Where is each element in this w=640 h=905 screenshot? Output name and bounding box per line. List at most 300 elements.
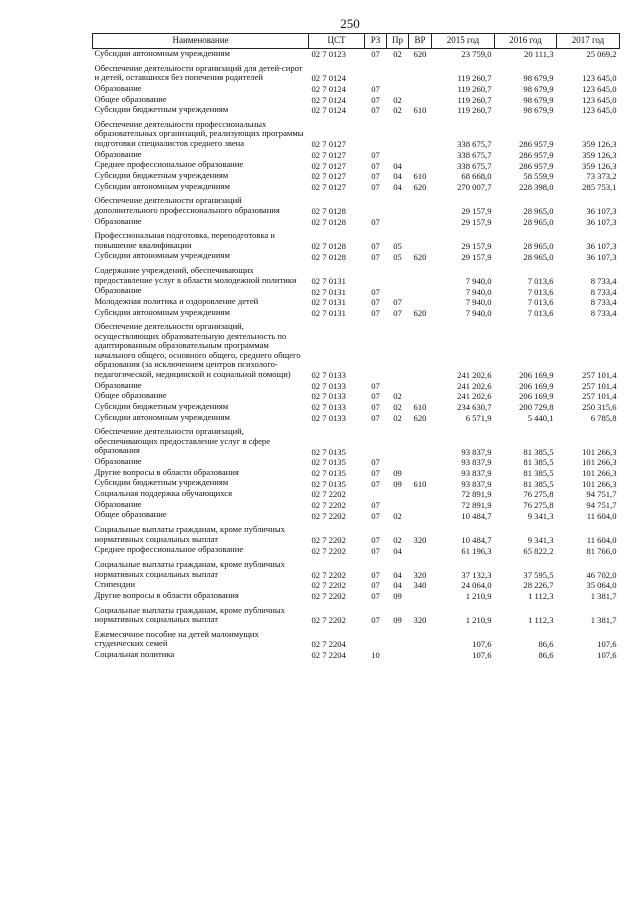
row-pr (387, 318, 409, 380)
row-name: Субсидии автономным учреждениям (94, 48, 230, 58)
row-2015: 338 675,7 (457, 139, 492, 150)
row-rz (365, 60, 387, 84)
row-pr: 05 (393, 251, 402, 262)
table-row (93, 500, 620, 511)
row-cst: 02 7 0128 (311, 206, 346, 217)
row-name: Социальная поддержка обучающихся (94, 488, 233, 499)
row-rz: 10 (371, 650, 380, 661)
row-2015: 93 837,9 (461, 446, 492, 457)
row-vr (409, 626, 432, 650)
row-cst: 02 7 2202 (311, 534, 346, 545)
row-2017: 123 645,0 (582, 73, 617, 84)
row-2017: 94 751,7 (586, 499, 617, 510)
row-cst: 02 7 2202 (311, 545, 346, 556)
row-rz: 07 (371, 307, 380, 318)
row-rz: 07 (371, 84, 380, 95)
row-2017: 36 107,3 (586, 251, 617, 262)
row-cst: 02 7 0124 (311, 73, 346, 84)
row-pr (387, 500, 409, 511)
header-2017: 2017 год (557, 34, 620, 49)
row-cst: 02 7 0124 (311, 84, 346, 95)
row-pr: 09 (393, 615, 402, 626)
row-name: Среднее профессиональное образование (94, 159, 244, 170)
row-cst: 02 7 0131 (311, 307, 346, 318)
row-2017: 101 266,3 (582, 478, 617, 489)
row-2016: 228 398,0 (519, 181, 554, 192)
row-2015: 1 210,9 (465, 615, 492, 626)
row-rz: 07 (371, 49, 380, 60)
row-name: Обеспечение деятельности организаций, осуществляющих образовательную деятельность по адаптированным образовательным программам начального общего, основного общего, среднего общего образования (за исключением центров психолого-педагогической, медицинской и социальной помощи) (94, 321, 301, 379)
table-row (93, 227, 620, 251)
row-vr (409, 60, 432, 84)
header-2015: 2015 год (432, 34, 495, 49)
header-pr: Пр (387, 34, 409, 49)
row-2015: 29 157,9 (461, 206, 492, 217)
row-2017: 101 266,3 (582, 446, 617, 457)
row-2016: 7 013,6 (527, 307, 554, 318)
row-vr: 620 (413, 251, 427, 262)
row-pr (387, 60, 409, 84)
row-name: Субсидии автономным учреждениям (94, 180, 230, 191)
header-2016: 2016 год (495, 34, 557, 49)
row-vr: 620 (413, 412, 427, 423)
row-2016: 58 559,9 (523, 171, 554, 182)
header-name: Наименование (93, 34, 309, 49)
row-name: Другие вопросы в области образования (94, 589, 239, 600)
row-pr (387, 116, 409, 150)
row-cst: 02 7 0135 (311, 446, 346, 457)
row-cst: 02 7 0133 (311, 412, 346, 423)
row-2016: 5 440,1 (527, 412, 554, 423)
row-2015: 61 196,3 (461, 545, 492, 556)
row-vr (409, 468, 432, 479)
row-pr: 04 (393, 580, 402, 591)
row-pr (387, 381, 409, 392)
row-2016: 206 169,9 (519, 391, 554, 402)
row-2015: 93 837,9 (461, 467, 492, 478)
row-2015: 270 007,7 (457, 181, 492, 192)
row-vr (409, 297, 432, 308)
row-vr (409, 423, 432, 457)
row-name: Общее образование (94, 93, 167, 104)
row-2016: 86,6 (538, 639, 554, 650)
table-row (93, 423, 620, 457)
row-pr: 02 (393, 412, 402, 423)
row-2016: 7 013,6 (527, 275, 554, 286)
row-2016: 28 965,0 (523, 240, 554, 251)
table-row (93, 650, 620, 661)
row-name: Образование (94, 285, 142, 296)
row-2016: 286 957,9 (519, 149, 554, 160)
row-2016: 9 341,3 (527, 534, 554, 545)
row-2016: 7 013,6 (527, 297, 554, 308)
row-2015: 68 668,0 (461, 171, 492, 182)
row-2016: 28 965,0 (523, 251, 554, 262)
row-2017: 107,6 (597, 639, 617, 650)
row-name: Образование (94, 498, 142, 509)
row-2015: 29 157,9 (461, 251, 492, 262)
row-cst: 02 7 0133 (311, 402, 346, 413)
row-rz: 07 (371, 478, 380, 489)
row-rz: 07 (371, 402, 380, 413)
row-vr: 610 (413, 402, 427, 413)
row-rz: 07 (371, 412, 380, 423)
row-rz: 07 (371, 591, 380, 602)
row-pr (387, 457, 409, 468)
row-name: Образование (94, 379, 142, 390)
row-2017: 250 315,6 (582, 402, 617, 413)
row-2017: 101 266,3 (582, 457, 617, 468)
row-2017: 123 645,0 (582, 84, 617, 95)
row-rz: 07 (371, 510, 380, 521)
row-cst: 02 7 0133 (311, 391, 346, 402)
table-row (93, 489, 620, 500)
row-rz (365, 489, 387, 500)
page-number: 250 (340, 16, 360, 31)
row-2017: 8 733,4 (590, 307, 617, 318)
row-name: Молодежная политика и оздоровление детей (94, 296, 259, 306)
row-rz: 07 (371, 94, 380, 105)
row-name: Профессиональная подготовка, переподготовка и повышение квалификации (94, 230, 275, 250)
row-cst: 02 7 0124 (311, 105, 346, 116)
row-rz: 07 (371, 181, 380, 192)
row-name: Субсидии бюджетным учреждениям (94, 477, 229, 488)
row-2015: 10 484,7 (461, 534, 492, 545)
row-2015: 24 064,0 (461, 580, 492, 591)
row-2017: 359 126,3 (582, 149, 617, 160)
row-cst: 02 7 0127 (311, 139, 346, 150)
row-cst: 02 7 0131 (311, 297, 346, 308)
row-vr: 320 (413, 534, 427, 545)
row-pr: 09 (393, 478, 402, 489)
row-rz: 07 (371, 160, 380, 171)
row-2017: 36 107,3 (586, 240, 617, 251)
row-2017: 285 753,1 (582, 181, 617, 192)
row-vr: 610 (413, 171, 427, 182)
row-2016: 98 679,9 (523, 105, 554, 116)
row-cst: 02 7 0127 (311, 160, 346, 171)
row-name: Содержание учреждений, обеспечивающих предоставление услуг в области молодежной политики (94, 265, 297, 285)
row-pr: 05 (393, 240, 402, 251)
row-pr: 04 (393, 181, 402, 192)
row-2017: 123 645,0 (582, 105, 617, 116)
row-vr: 610 (413, 478, 427, 489)
row-rz: 07 (371, 569, 380, 580)
row-2016: 206 169,9 (519, 370, 554, 381)
row-2015: 72 891,9 (461, 489, 492, 500)
header-cst: ЦСТ (309, 34, 365, 49)
row-rz: 07 (371, 171, 380, 182)
row-rz: 07 (371, 580, 380, 591)
row-cst: 02 7 2202 (311, 499, 346, 510)
row-name: Обеспечение деятельности организаций, обеспечивающих предоставление услуг в сфере образования (94, 426, 271, 456)
table-row (93, 591, 620, 602)
row-rz: 07 (371, 380, 380, 391)
row-cst: 02 7 0135 (311, 478, 346, 489)
row-2016: 76 275,8 (523, 499, 554, 510)
row-2015: 6 571,9 (465, 412, 492, 423)
row-cst: 02 7 2202 (311, 489, 346, 500)
row-vr: 340 (413, 580, 427, 591)
row-cst: 02 7 2202 (311, 510, 346, 521)
row-vr (409, 192, 432, 216)
row-2015: 119 260,7 (457, 94, 492, 105)
row-cst: 02 7 2202 (311, 569, 346, 580)
row-2017: 1 381,7 (590, 615, 617, 626)
row-name: Социальные выплаты гражданам, кроме публичных нормативных социальных выплат (94, 524, 285, 544)
row-rz: 07 (371, 467, 380, 478)
row-vr (409, 650, 432, 661)
row-2015: 241 202,6 (457, 391, 492, 402)
row-2017: 6 785,8 (590, 412, 617, 423)
row-vr: 320 (413, 569, 427, 580)
row-rz: 07 (371, 457, 380, 468)
row-cst: 02 7 0127 (311, 171, 346, 182)
row-rz (365, 423, 387, 457)
row-pr: 04 (393, 545, 402, 556)
row-rz (365, 318, 387, 380)
row-2016: 200 729,8 (519, 402, 554, 413)
table-row (93, 521, 620, 545)
table-body (93, 49, 620, 661)
row-name: Образование (94, 148, 142, 159)
row-2017: 359 126,3 (582, 160, 617, 171)
row-name: Субсидии бюджетным учреждениям (94, 170, 229, 180)
row-pr (387, 192, 409, 216)
row-rz: 07 (371, 391, 380, 402)
row-pr: 09 (393, 591, 402, 602)
budget-table (92, 33, 620, 661)
row-2017: 46 702,0 (586, 569, 617, 580)
row-pr (387, 286, 409, 297)
row-2015: 29 157,9 (461, 216, 492, 227)
row-vr (409, 500, 432, 511)
row-vr (409, 381, 432, 392)
row-name: Обеспечение деятельности организаций для детей-сирот и детей, оставшихся без попечения родителей (94, 62, 303, 83)
row-vr (409, 286, 432, 297)
row-2016: 76 275,8 (523, 489, 554, 500)
row-2017: 81 766,0 (586, 545, 617, 556)
row-2017: 25 069,2 (586, 49, 617, 60)
row-2015: 107,6 (472, 639, 492, 650)
row-2015: 338 675,7 (457, 149, 492, 160)
row-2015: 7 940,0 (465, 307, 492, 318)
row-cst: 02 7 0131 (311, 275, 346, 286)
row-2015: 37 132,3 (461, 569, 492, 580)
row-cst: 02 7 2204 (311, 639, 346, 650)
header-rz: РЗ (365, 34, 387, 49)
row-pr: 02 (393, 402, 402, 413)
row-vr (409, 95, 432, 106)
row-vr: 620 (413, 49, 427, 60)
row-2016: 28 965,0 (523, 206, 554, 217)
row-vr (409, 510, 432, 521)
row-name: Общее образование (94, 509, 167, 520)
row-name: Общее образование (94, 390, 167, 401)
table-row (93, 318, 620, 380)
row-pr: 02 (393, 49, 402, 60)
row-rz: 07 (371, 105, 380, 116)
row-2017: 123 645,0 (582, 94, 617, 105)
table-row (93, 545, 620, 556)
row-vr: 620 (413, 181, 427, 192)
row-name: Обеспечение деятельности организаций дополнительного профессионального образования (94, 195, 280, 215)
row-vr: 620 (413, 307, 427, 318)
row-vr (409, 391, 432, 402)
row-cst: 02 7 0128 (311, 251, 346, 262)
table-row (93, 84, 620, 95)
row-2015: 7 940,0 (465, 275, 492, 286)
row-2016: 98 679,9 (523, 73, 554, 84)
row-2017: 36 107,3 (586, 216, 617, 227)
row-2015: 119 260,7 (457, 105, 492, 116)
row-2015: 1 210,9 (465, 591, 492, 602)
table-row (93, 60, 620, 84)
row-cst: 02 7 0128 (311, 216, 346, 227)
row-vr (409, 227, 432, 251)
row-2015: 241 202,6 (457, 380, 492, 391)
row-2016: 81 385,5 (523, 457, 554, 468)
row-name: Социальные выплаты гражданам, кроме публичных нормативных социальных выплат (94, 559, 285, 579)
row-vr (409, 591, 432, 602)
row-2017: 257 101,4 (582, 380, 617, 391)
row-vr (409, 545, 432, 556)
row-rz (365, 262, 387, 286)
row-name: Образование (94, 456, 142, 466)
row-2016: 81 385,5 (523, 467, 554, 478)
row-vr: 320 (413, 615, 427, 626)
row-rz (365, 116, 387, 150)
row-2015: 72 891,9 (461, 499, 492, 510)
row-rz: 07 (371, 297, 380, 308)
row-vr (409, 84, 432, 95)
row-2016: 81 385,5 (523, 446, 554, 457)
row-cst: 02 7 2202 (311, 615, 346, 626)
row-cst: 02 7 0128 (311, 240, 346, 251)
table-row (93, 626, 620, 650)
row-rz: 07 (371, 251, 380, 262)
row-pr: 04 (393, 171, 402, 182)
row-cst: 02 7 0124 (311, 94, 346, 105)
table-row (93, 182, 620, 193)
table-row (93, 116, 620, 150)
row-cst: 02 7 2202 (311, 580, 346, 591)
row-vr (409, 318, 432, 380)
row-2015: 23 759,0 (461, 49, 492, 60)
row-pr: 07 (393, 297, 402, 308)
row-cst: 02 7 0131 (311, 286, 346, 297)
table-row (93, 308, 620, 319)
table-row (93, 602, 620, 626)
row-2016: 20 111,3 (524, 49, 554, 60)
table-row (93, 262, 620, 286)
row-2017: 11 604,0 (586, 534, 617, 545)
row-2017: 107,6 (597, 650, 617, 661)
row-2017: 8 733,4 (590, 275, 617, 286)
row-name: Образование (94, 82, 142, 93)
row-2016: 28 226,7 (523, 580, 554, 591)
row-2015: 93 837,9 (461, 457, 492, 468)
row-2016: 206 169,9 (519, 380, 554, 391)
row-2017: 8 733,4 (590, 297, 617, 308)
row-cst: 02 7 0135 (311, 457, 346, 468)
row-2017: 8 733,4 (590, 286, 617, 297)
row-2015: 241 202,6 (457, 370, 492, 381)
row-rz: 07 (371, 534, 380, 545)
header-vr: ВР (409, 34, 432, 49)
row-cst: 02 7 2204 (311, 650, 346, 661)
row-pr (387, 150, 409, 161)
row-2015: 93 837,9 (461, 478, 492, 489)
table-row (93, 192, 620, 216)
row-2015: 10 484,7 (461, 510, 492, 521)
row-2016: 81 385,5 (523, 478, 554, 489)
row-pr: 04 (393, 160, 402, 171)
row-name: Образование (94, 215, 142, 226)
row-2015: 7 940,0 (465, 286, 492, 297)
table-row (93, 413, 620, 424)
row-pr: 09 (393, 467, 402, 478)
row-cst: 02 7 0127 (311, 149, 346, 160)
row-cst: 02 7 0133 (311, 370, 346, 381)
row-vr (409, 457, 432, 468)
row-rz: 07 (371, 240, 380, 251)
row-2016: 86,6 (538, 650, 554, 661)
row-rz (365, 192, 387, 216)
row-pr: 02 (393, 94, 402, 105)
table-row (93, 510, 620, 521)
row-name: Субсидии бюджетным учреждениям (94, 400, 229, 411)
row-2017: 73 373,2 (586, 171, 617, 182)
row-pr (387, 423, 409, 457)
row-vr (409, 489, 432, 500)
row-2016: 1 112,3 (528, 615, 554, 626)
row-rz: 07 (371, 545, 380, 556)
row-cst: 02 7 0135 (311, 467, 346, 478)
row-name: Ежемесячное пособие на детей малоимущих студенческих семей (94, 628, 259, 649)
row-cst: 02 7 0133 (311, 380, 346, 391)
row-2017: 257 101,4 (582, 370, 617, 381)
row-2015: 29 157,9 (461, 240, 492, 251)
table-row (93, 556, 620, 580)
row-pr (387, 489, 409, 500)
row-name: Субсидии автономным учреждениям (94, 250, 230, 261)
table-row (93, 251, 620, 262)
row-2016: 7 013,6 (527, 286, 554, 297)
row-pr: 07 (393, 307, 402, 318)
row-name: Среднее профессиональное образование (94, 544, 244, 555)
row-vr (409, 150, 432, 161)
row-2017: 101 266,3 (582, 467, 617, 478)
row-2017: 36 107,3 (586, 206, 617, 217)
row-rz: 07 (371, 216, 380, 227)
row-2016: 1 112,3 (528, 591, 554, 602)
row-name: Стипендии (94, 579, 136, 590)
row-name: Социальная политика (94, 648, 175, 659)
row-2015: 107,6 (472, 650, 492, 661)
row-2017: 257 101,4 (582, 391, 617, 402)
row-2015: 338 675,7 (457, 160, 492, 171)
row-2016: 286 957,9 (519, 160, 554, 171)
table-row (93, 105, 620, 116)
row-name: Субсидии автономным учреждениям (94, 306, 230, 317)
row-vr: 610 (413, 105, 427, 116)
row-rz (365, 626, 387, 650)
row-pr: 02 (393, 391, 402, 402)
table-row (93, 49, 620, 60)
row-name: Другие вопросы в области образования (94, 466, 239, 477)
row-2015: 7 940,0 (465, 297, 492, 308)
